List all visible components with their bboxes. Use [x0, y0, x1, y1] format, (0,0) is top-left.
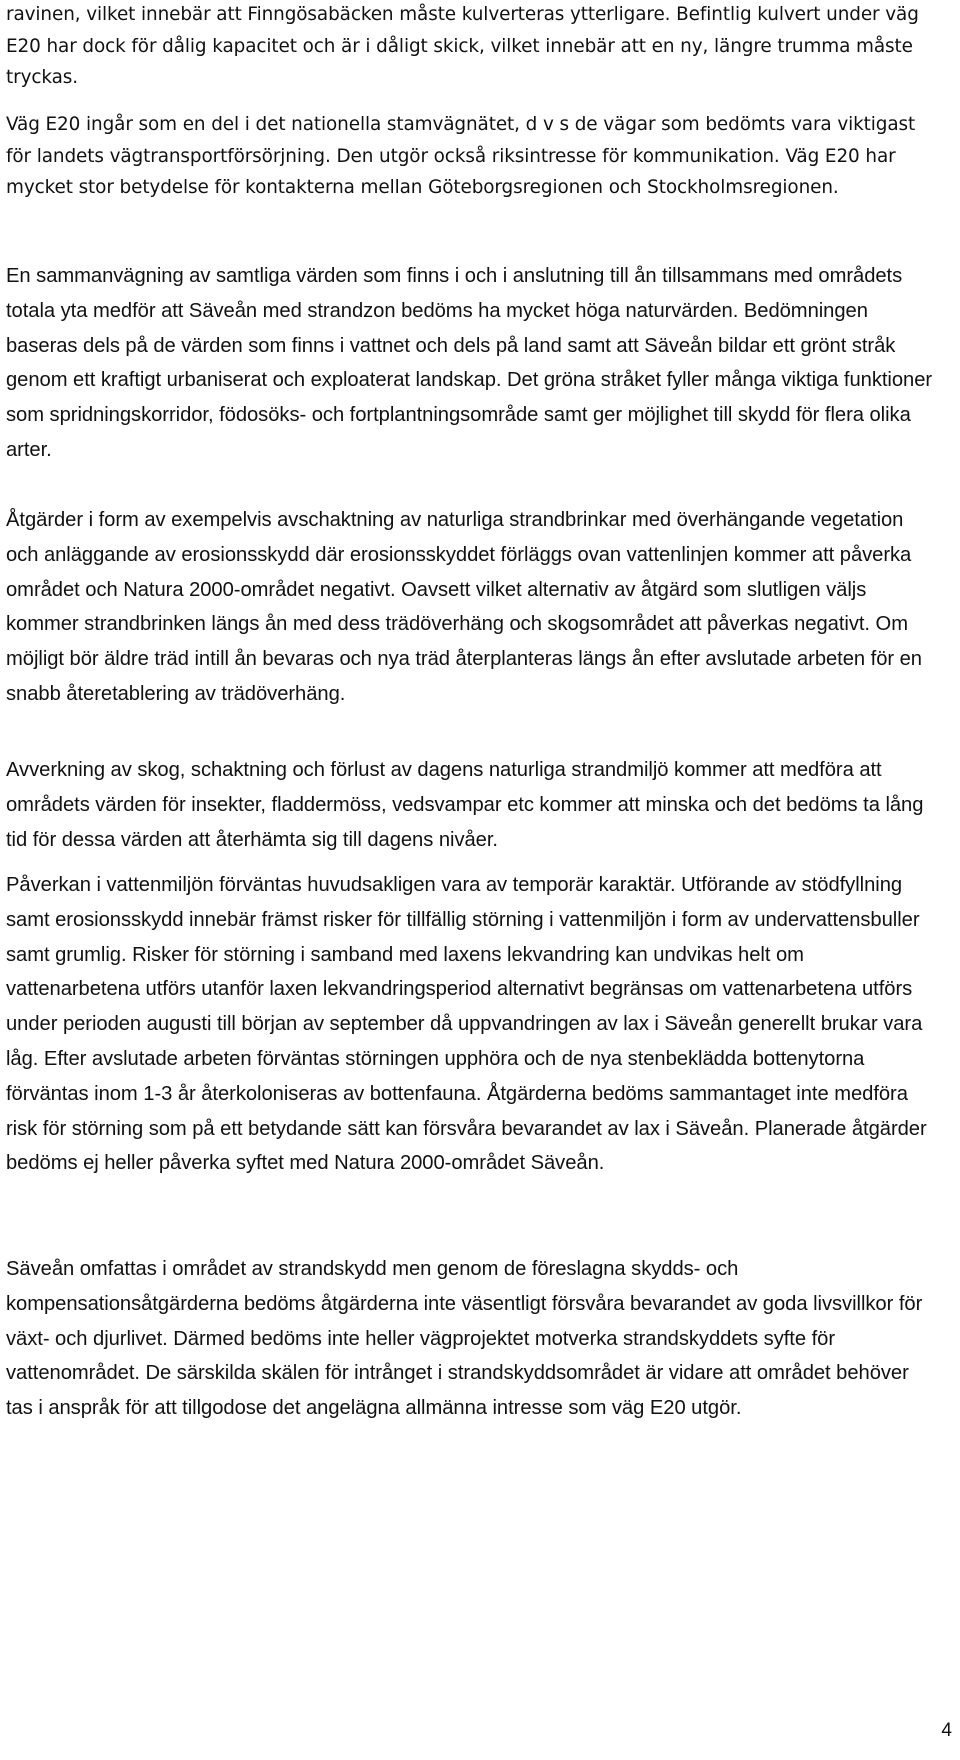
paragraph-intro: ravinen, vilket innebär att Finngösabäcken måste kulverteras ytterligare. Befintlig kulvert under väg E20 har dock för dålig kapacitet och är i dåligt skick, vilket innebär att en ny, längre trumma måste tryckas.: [6, 4, 919, 88]
paragraph-naturvarden: En sammanvägning av samtliga värden som finns i och i anslutning till ån tillsammans med områdets totala yta medför att Säveån med strandzon bedöms ha mycket höga naturvärden. Bedömningen baseras dels på de värden som finns i vattnet och dels på land samt att Säveån bildar ett grönt stråk genom ett kraftigt urbaniserat och exploaterat landskap. Det gröna stråket fyller många viktiga funktioner som spridningskorridor, födosöks- och fortplantningsområde samt ger möjlighet till skydd för flera olika arter.: [6, 265, 933, 461]
paragraph-vattenmiljon: Påverkan i vattenmiljön förväntas huvudsakligen vara av temporär karaktär. Utförande av stödfyllning samt erosionsskydd innebär främst risker för tillfällig störning i vattenmiljön i form av undervattensbuller samt grumlig. Risker för störning i samband med laxens lekvandring kan undvikas helt om vattenarbetena utförs utanför laxen lekvandringsperiod alternativt begränsas om vattenarbetena utförs under perioden augusti till början av september då uppvandringen av lax i Säveån generellt brukar vara låg. Efter avslutade arbeten förväntas störningen upphöra och de nya stenbeklädda bottenytorna förväntas inom 1-3 år återkoloniseras av bottenfauna. Åtgärderna bedöms sammantaget inte medföra risk för störning som på ett betydande sätt kan försvåra bevarandet av lax i Säveån. Planerade åtgärder bedöms ej heller påverka syftet med Natura 2000-området Säveån.: [6, 874, 927, 1175]
paragraph-stamvagnatet: Väg E20 ingår som en del i det nationella stamvägnätet, d v s de vägar som bedömts vara viktigast för landets vägtransportförsörjning. Den utgör också riksintresse för kommunikation. Väg E20 har mycket stor betydelse för kontakterna mellan Göteborgsregionen och Stockholmsregionen.: [6, 114, 916, 198]
paragraph-atgarder: Åtgärder i form av exempelvis avschaktning av naturliga strandbrinkar med överhängande vegetation och anläggande av erosionsskydd där erosionsskyddet förläggs ovan vattenlinjen kommer att påverka området och Natura 2000-området negativt. Oavsett vilket alternativ av åtgärd som slutligen väljs kommer strandbrinken längs ån med dess trädöverhäng och skogsområdet att påverkas negativt. Om möjligt bör äldre träd intill ån bevaras och nya träd återplanteras längs ån efter avslutade arbeten för en snabb återetablering av trädöverhäng.: [6, 509, 922, 705]
page-number: 4: [941, 1720, 952, 1741]
paragraph-avverkning: Avverkning av skog, schaktning och förlust av dagens naturliga strandmiljö kommer att medföra att områdets värden för insekter, fladdermöss, vedsvampar etc kommer att minska och det bedöms ta lång tid för dessa värden att återhämta sig till dagens nivåer.: [6, 759, 924, 851]
paragraph-strandskydd: Säveån omfattas i området av strandskydd men genom de föreslagna skydds- och kompensationsåtgärderna bedöms åtgärderna inte väsentligt försvåra bevarandet av goda livsvillkor för växt- och djurlivet. Därmed bedöms inte heller vägprojektet motverka strandskyddets syfte för vattenområdet. De särskilda skälen för intrånget i strandskyddsområdet är vidare att området behöver tas i anspråk för att tillgodose det angelägna allmänna intresse som väg E20 utgör.: [6, 1258, 923, 1420]
